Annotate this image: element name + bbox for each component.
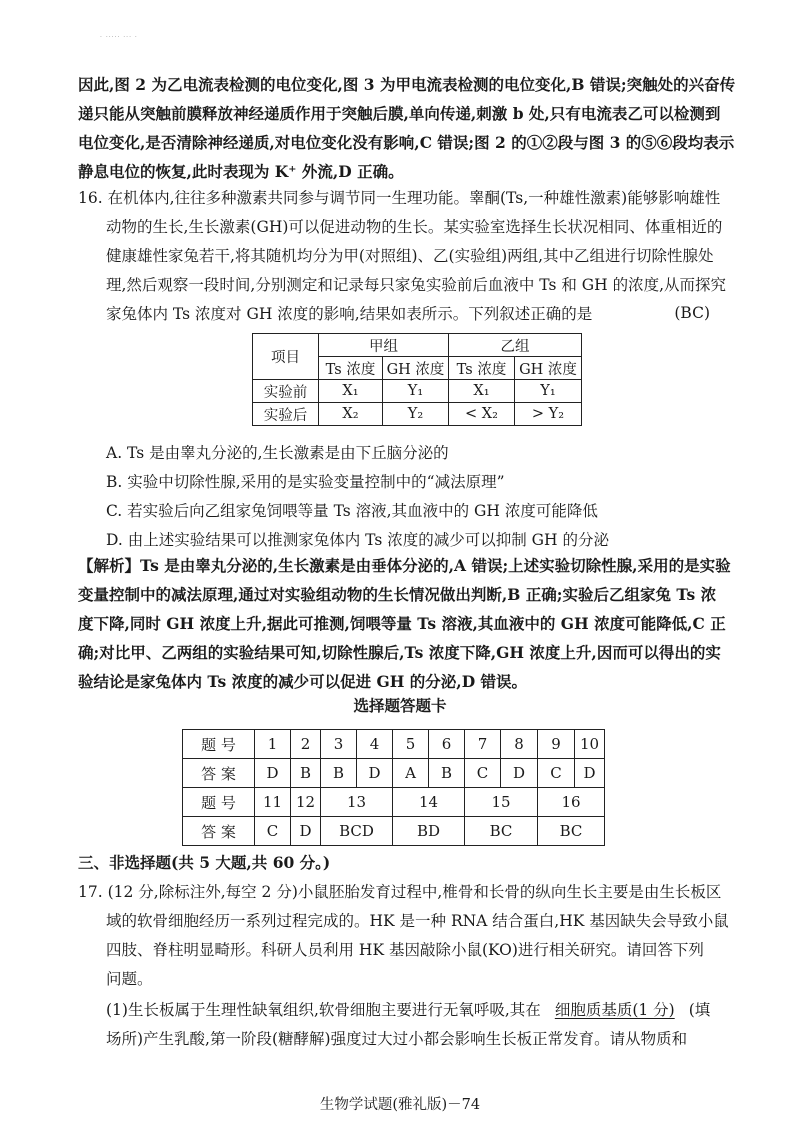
table-cell: > Y₂ xyxy=(515,403,582,426)
answer-card-ans: BD xyxy=(393,817,465,846)
prev-explanation-line: 静息电位的恢复,此时表现为 K⁺ 外流,D 正确。 xyxy=(78,162,404,181)
table-row xyxy=(183,730,605,759)
q16-stem-line: 理,然后观察一段时间,分别测定和记录每只家兔实验前后血液中 Ts 和 GH 的浓度,从而探究 xyxy=(106,276,727,294)
answer-card-num: 7 xyxy=(465,730,501,759)
table-row-label: 实验后 xyxy=(253,403,319,426)
table-row xyxy=(183,759,605,788)
answer-card-num: 15 xyxy=(465,788,538,817)
answer-card-table xyxy=(182,729,605,846)
q17-stem-line: 四肢、脊柱明显畸形。科研人员利用 HK 基因敲除小鼠(KO)进行相关研究。请回答下列 xyxy=(106,941,704,959)
q16-answer: (BC) xyxy=(674,304,710,322)
header-mark: · ····· ··· · xyxy=(100,34,138,40)
answer-card-num: 12 xyxy=(291,788,321,817)
answer-card-num: 11 xyxy=(255,788,291,817)
answer-card-ans: BCD xyxy=(321,817,393,846)
section-heading: 三、非选择题(共 5 大题,共 60 分。) xyxy=(78,853,331,872)
q17-sub1-pre: (1)生长板属于生理性缺氧组织,软骨细胞主要进行无氧呼吸,其在 xyxy=(106,1001,541,1019)
answer-card-num: 14 xyxy=(393,788,465,817)
q16-analysis-line: 确;对比甲、乙两组的实验结果可知,切除性腺后,Ts 浓度下降,GH 浓度上升,因而可以得出的实 xyxy=(78,643,721,662)
table-row xyxy=(183,817,605,846)
answer-card-ans: C xyxy=(538,759,575,788)
table-row-label: 实验前 xyxy=(253,380,319,403)
q17-sub1-post: (填 xyxy=(688,1001,711,1019)
answer-card-ans: D xyxy=(255,759,291,788)
answer-card-ans: C xyxy=(255,817,291,846)
answer-card-ans: D xyxy=(575,759,605,788)
answer-card-title: 选择题答题卡 xyxy=(353,696,447,715)
table-row xyxy=(253,403,582,426)
q17-stem-line: 域的软骨细胞经历一系列过程完成的。HK 是一种 RNA 结合蛋白,HK 基因缺失会导致小鼠 xyxy=(106,912,729,930)
table-header-group-a: 甲组 xyxy=(319,334,449,357)
answer-card-ans: BC xyxy=(465,817,538,846)
table-col-header: Ts 浓度 xyxy=(449,357,515,380)
q16-option-d: D. 由上述实验结果可以推测家兔体内 Ts 浓度的减少可以抑制 GH 的分泌 xyxy=(106,531,610,549)
answer-card-ans: B xyxy=(291,759,321,788)
answer-card-num: 10 xyxy=(575,730,605,759)
q16-analysis-line: 验结论是家兔体内 Ts 浓度的减少可以促进 GH 的分泌,D 错误。 xyxy=(78,672,528,691)
answer-card-ans: C xyxy=(465,759,501,788)
table-cell: Y₂ xyxy=(383,403,449,426)
q16-stem-line: 健康雄性家兔若干,将其随机均分为甲(对照组)、乙(实验组)两组,其中乙组进行切除性腺处 xyxy=(106,247,714,265)
answer-card-num: 16 xyxy=(538,788,605,817)
page-footer: 生物学试题(雅礼版)－74 xyxy=(319,1097,481,1113)
answer-card-num: 8 xyxy=(501,730,538,759)
q16-analysis-line: 度下降,同时 GH 浓度上升,据此可推测,饲喂等量 Ts 溶液,其血液中的 GH 浓度可能降低,C 正 xyxy=(78,614,726,633)
q16-option-a: A. Ts 是由睾丸分泌的,生长激素是由下丘脑分泌的 xyxy=(106,444,449,462)
q16-stem-line: 动物的生长,生长激素(GH)可以促进动物的生长。某实验室选择生长状况相同、体重相近的 xyxy=(106,218,723,236)
table-col-header: GH 浓度 xyxy=(383,357,449,380)
q17-stem-line: 问题。 xyxy=(106,970,153,988)
table-cell: < X₂ xyxy=(449,403,515,426)
answer-card-ans: B xyxy=(321,759,357,788)
answer-card-num: 3 xyxy=(321,730,357,759)
answer-card-num: 5 xyxy=(393,730,429,759)
table-cell: X₁ xyxy=(319,380,383,403)
answer-card-ans: B xyxy=(429,759,465,788)
table-col-header: GH 浓度 xyxy=(515,357,582,380)
answer-card-ans: D xyxy=(501,759,538,788)
prev-explanation-line: 电位变化,是否清除神经递质,对电位变化没有影响,C 错误;图 2 的①②段与图 3 的⑤⑥段均表示 xyxy=(78,133,735,152)
table-header-item: 项目 xyxy=(253,334,319,380)
q16-data-table xyxy=(252,333,582,426)
q17-sub1-blank: 细胞质基质(1 分) xyxy=(554,1001,675,1019)
prev-explanation-line: 因此,图 2 为乙电流表检测的电位变化,图 3 为甲电流表检测的电位变化,B 错误;突触处的兴奋传 xyxy=(78,75,736,94)
answer-card-num: 1 xyxy=(255,730,291,759)
prev-explanation-line: 递只能从突触前膜释放神经递质作用于突触后膜,单向传递,刺激 b 处,只有电流表乙可以检测到 xyxy=(78,104,721,123)
answer-card-num: 2 xyxy=(291,730,321,759)
q17-stem-line: 17. (12 分,除标注外,每空 2 分)小鼠胚胎发育过程中,椎骨和长骨的纵向生长主要是由生长板区 xyxy=(78,883,722,901)
answer-card-ans: D xyxy=(357,759,393,788)
table-cell: Y₁ xyxy=(515,380,582,403)
answer-card-num: 9 xyxy=(538,730,575,759)
table-row xyxy=(253,380,582,403)
table-cell: X₂ xyxy=(319,403,383,426)
q17-sub1-line2: 场所)产生乳酸,第一阶段(糖酵解)强度过大过小都会影响生长板正常发育。请从物质和 xyxy=(106,1030,688,1048)
answer-card-num: 6 xyxy=(429,730,465,759)
answer-card-num: 4 xyxy=(357,730,393,759)
q16-option-b: B. 实验中切除性腺,采用的是实验变量控制中的“减法原理” xyxy=(106,473,505,491)
table-cell: Y₁ xyxy=(383,380,449,403)
answer-card-num-label: 题 号 xyxy=(183,730,255,759)
answer-card-ans: BC xyxy=(538,817,605,846)
table-row xyxy=(183,788,605,817)
q16-option-c: C. 若实验后向乙组家兔饲喂等量 Ts 溶液,其血液中的 GH 浓度可能降低 xyxy=(106,502,598,520)
q16-stem-line: 家兔体内 Ts 浓度对 GH 浓度的影响,结果如表所示。下列叙述正确的是 xyxy=(106,305,593,323)
q16-analysis-line: 【解析】Ts 是由睾丸分泌的,生长激素是由垂体分泌的,A 错误;上述实验切除性腺,采用的是实验 xyxy=(78,556,731,575)
answer-card-ans-label: 答 案 xyxy=(183,759,255,788)
table-col-header: Ts 浓度 xyxy=(319,357,383,380)
answer-card-num-label: 题 号 xyxy=(183,788,255,817)
answer-card-ans: D xyxy=(291,817,321,846)
answer-card-num: 13 xyxy=(321,788,393,817)
q16-stem-line: 16. 在机体内,往往多种激素共同参与调节同一生理功能。睾酮(Ts,一种雄性激素)能够影响雄性 xyxy=(78,189,721,207)
table-cell: X₁ xyxy=(449,380,515,403)
table-header-group-b: 乙组 xyxy=(449,334,582,357)
q16-analysis-line: 变量控制中的减法原理,通过对实验组动物的生长情况做出判断,B 正确;实验后乙组家兔 Ts 浓 xyxy=(78,585,717,604)
q17-sub1-line xyxy=(106,1000,710,1020)
answer-card-ans-label: 答 案 xyxy=(183,817,255,846)
answer-card-ans: A xyxy=(393,759,429,788)
